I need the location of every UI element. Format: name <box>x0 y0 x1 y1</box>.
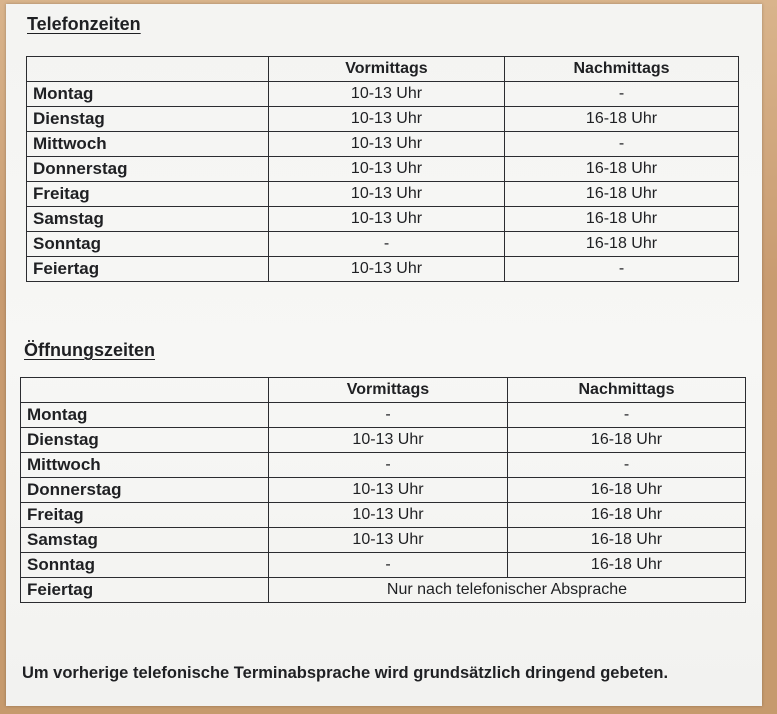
vormittags-cell: 10-13 Uhr <box>269 182 505 207</box>
oeffnungszeiten-title: Öffnungszeiten <box>24 340 155 360</box>
nachmittags-cell: 16-18 Uhr <box>505 232 739 257</box>
table-row <box>27 207 739 232</box>
table-row <box>27 257 739 282</box>
nachmittags-cell: - <box>508 453 746 478</box>
header-nachmittags: Nachmittags <box>505 57 739 82</box>
table-row <box>21 428 746 453</box>
nachmittags-cell: - <box>505 132 739 157</box>
day-cell: Samstag <box>21 528 269 553</box>
day-cell: Montag <box>27 82 269 107</box>
day-cell: Donnerstag <box>21 478 269 503</box>
day-cell: Feiertag <box>21 578 269 603</box>
table-row <box>27 157 739 182</box>
nachmittags-cell: 16-18 Uhr <box>508 528 746 553</box>
nachmittags-cell: 16-18 Uhr <box>505 107 739 132</box>
vormittags-cell: - <box>269 232 505 257</box>
header-day <box>21 378 269 403</box>
nachmittags-cell: - <box>505 82 739 107</box>
header-vormittags: Vormittags <box>269 378 508 403</box>
table-row <box>21 478 746 503</box>
table-row <box>21 403 746 428</box>
header-day <box>27 57 269 82</box>
nachmittags-cell: 16-18 Uhr <box>505 157 739 182</box>
day-cell: Sonntag <box>27 232 269 257</box>
table-row <box>27 182 739 207</box>
nachmittags-cell: - <box>508 403 746 428</box>
day-cell: Samstag <box>27 207 269 232</box>
nachmittags-cell: 16-18 Uhr <box>508 478 746 503</box>
table-row <box>27 107 739 132</box>
table-row <box>27 82 739 107</box>
day-cell: Mittwoch <box>27 132 269 157</box>
vormittags-cell: - <box>269 403 508 428</box>
nachmittags-cell: - <box>505 257 739 282</box>
nachmittags-cell: 16-18 Uhr <box>505 182 739 207</box>
table-row <box>21 553 746 578</box>
vormittags-cell: 10-13 Uhr <box>269 257 505 282</box>
vormittags-cell: - <box>269 553 508 578</box>
vormittags-cell: 10-13 Uhr <box>269 157 505 182</box>
telefonzeiten-title: Telefonzeiten <box>27 14 141 34</box>
nachmittags-cell: 16-18 Uhr <box>505 207 739 232</box>
day-cell: Freitag <box>21 503 269 528</box>
nachmittags-cell: 16-18 Uhr <box>508 553 746 578</box>
day-cell: Sonntag <box>21 553 269 578</box>
table-row <box>21 528 746 553</box>
vormittags-cell: 10-13 Uhr <box>269 82 505 107</box>
day-cell: Dienstag <box>27 107 269 132</box>
vormittags-cell: 10-13 Uhr <box>269 107 505 132</box>
telefonzeiten-table <box>26 56 739 282</box>
nachmittags-cell: 16-18 Uhr <box>508 428 746 453</box>
table-row <box>21 503 746 528</box>
table-header-row <box>21 378 746 403</box>
header-vormittags: Vormittags <box>269 57 505 82</box>
holiday-note-cell: Nur nach telefonischer Absprache <box>269 578 746 603</box>
table-row <box>27 132 739 157</box>
table-row <box>27 232 739 257</box>
day-cell: Dienstag <box>21 428 269 453</box>
table-header-row <box>27 57 739 82</box>
nachmittags-cell: 16-18 Uhr <box>508 503 746 528</box>
vormittags-cell: 10-13 Uhr <box>269 132 505 157</box>
vormittags-cell: - <box>269 453 508 478</box>
day-cell: Mittwoch <box>21 453 269 478</box>
day-cell: Donnerstag <box>27 157 269 182</box>
vormittags-cell: 10-13 Uhr <box>269 528 508 553</box>
table-row-feiertag <box>21 578 746 603</box>
day-cell: Freitag <box>27 182 269 207</box>
vormittags-cell: 10-13 Uhr <box>269 478 508 503</box>
vormittags-cell: 10-13 Uhr <box>269 428 508 453</box>
footer-note: Um vorherige telefonische Terminabsprache wird grundsätzlich dringend gebeten. <box>22 664 669 682</box>
day-cell: Feiertag <box>27 257 269 282</box>
oeffnungszeiten-table <box>20 377 746 603</box>
day-cell: Montag <box>21 403 269 428</box>
vormittags-cell: 10-13 Uhr <box>269 503 508 528</box>
vormittags-cell: 10-13 Uhr <box>269 207 505 232</box>
header-nachmittags: Nachmittags <box>508 378 746 403</box>
table-row <box>21 453 746 478</box>
